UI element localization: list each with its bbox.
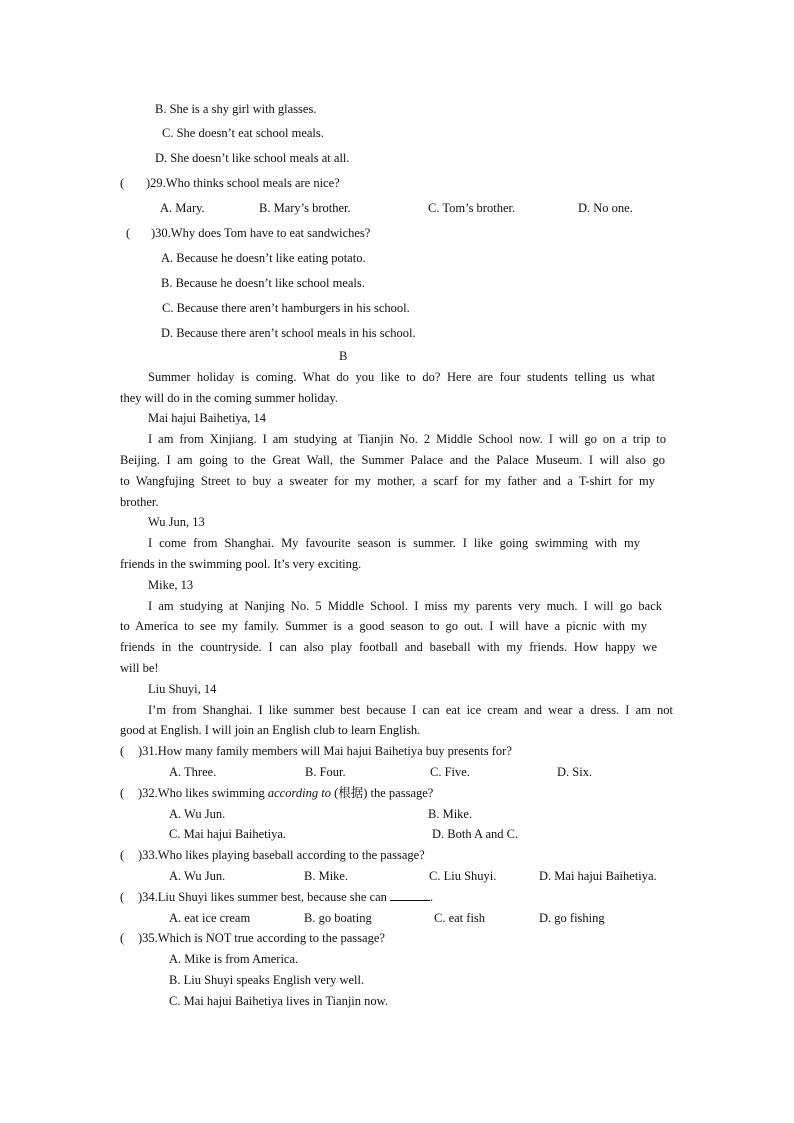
q35-number: )35. xyxy=(138,931,158,945)
q31-number: )31. xyxy=(138,744,158,758)
q30-question: Why does Tom have to eat sandwiches? xyxy=(170,226,371,240)
q30-option-a: A. Because he doesn’t like eating potato. xyxy=(161,251,366,265)
student-1-line: brother. xyxy=(120,495,159,509)
student-3-line: will be! xyxy=(120,661,159,675)
q29-number: )29. xyxy=(146,176,166,190)
q34-option-c: C. eat fish xyxy=(434,911,486,925)
q29-option-c: C. Tom’s brother. xyxy=(428,201,516,215)
q33-stem xyxy=(138,847,425,863)
student-1-line: I am from Xinjiang. I am studying at Tianjin No. 2 Middle School now. I will go on a trip to xyxy=(148,432,666,446)
q32-question-start: Who likes swimming xyxy=(157,786,268,800)
student-2-line: friends in the swimming pool. It’s very exciting. xyxy=(120,557,362,571)
q33-option-a: A. Wu Jun. xyxy=(169,869,226,883)
q35-stem xyxy=(138,930,385,946)
q32-option-c: C. Mai hajui Baihetiya. xyxy=(169,827,286,841)
q30-option-d: D. Because there aren’t school meals in his school. xyxy=(161,326,416,340)
student-4-name: Liu Shuyi, 14 xyxy=(148,682,217,696)
q35-question: Which is NOT true according to the passage? xyxy=(157,931,385,945)
q29-open-bracket: ( xyxy=(120,176,125,190)
q33-option-b: B. Mike. xyxy=(304,869,349,883)
q34-stem xyxy=(138,889,433,905)
q32-open-bracket: ( xyxy=(120,786,125,800)
student-3-line: to America to see my family. Summer is a good season to go out. I will have a picnic with my xyxy=(120,619,647,633)
student-3-line: I am studying at Nanjing No. 5 Middle School. I miss my parents very much. I will go back xyxy=(148,599,662,613)
student-1-line: Beijing. I am going to the Great Wall, the Summer Palace and the Palace Museum. I will also go xyxy=(120,453,665,467)
q34-number: )34. xyxy=(138,890,158,904)
q31-question: How many family members will Mai hajui Baihetiya buy presents for? xyxy=(157,744,512,758)
q32-number: )32. xyxy=(138,786,158,800)
student-2-name: Wu Jun, 13 xyxy=(148,515,205,529)
q28-option-b: B. She is a shy girl with glasses. xyxy=(155,102,317,116)
q28-option-d: D. She doesn’t like school meals at all. xyxy=(155,151,350,165)
q30-stem xyxy=(151,225,370,241)
q31-stem xyxy=(138,743,512,759)
student-3-name: Mike, 13 xyxy=(148,578,194,592)
student-4-line: I’m from Shanghai. I like summer best because I can eat ice cream and wear a dress. I am not xyxy=(148,703,673,717)
q33-option-d: D. Mai hajui Baihetiya. xyxy=(539,869,657,883)
q33-option-c: C. Liu Shuyi. xyxy=(429,869,497,883)
q30-option-b: B. Because he doesn’t like school meals. xyxy=(161,276,365,290)
q31-option-a: A. Three. xyxy=(169,765,217,779)
q32-question-end: (根据) the passage? xyxy=(330,786,434,800)
q30-open-bracket: ( xyxy=(126,226,131,240)
q31-option-d: D. Six. xyxy=(557,765,593,779)
q32-option-d: D. Both A and C. xyxy=(432,827,519,841)
q32-stem xyxy=(138,785,433,801)
answer-blank[interactable] xyxy=(390,889,430,901)
q28-option-c: C. She doesn’t eat school meals. xyxy=(162,126,324,140)
q29-option-d: D. No one. xyxy=(578,201,633,215)
intro-line-1: Summer holiday is coming. What do you like to do? Here are four students telling us what xyxy=(148,370,655,384)
q29-question: Who thinks school meals are nice? xyxy=(165,176,340,190)
q29-option-a: A. Mary. xyxy=(160,201,205,215)
q34-question: Liu Shuyi likes summer best, because she can xyxy=(157,890,387,904)
section-b-heading: B xyxy=(339,349,348,363)
q31-open-bracket: ( xyxy=(120,744,125,758)
q31-option-c: C. Five. xyxy=(430,765,470,779)
q30-number: )30. xyxy=(151,226,171,240)
q31-option-b: B. Four. xyxy=(305,765,346,779)
q35-open-bracket: ( xyxy=(120,931,125,945)
q33-question: Who likes playing baseball according to the passage? xyxy=(157,848,425,862)
student-1-line: to Wangfujing Street to buy a sweater for my mother, a scarf for my father and a T-shirt for my xyxy=(120,474,655,488)
q30-option-c: C. Because there aren’t hamburgers in his school. xyxy=(162,301,410,315)
q34-open-bracket: ( xyxy=(120,890,125,904)
q34-period: . xyxy=(430,890,434,904)
q32-option-b: B. Mike. xyxy=(428,807,473,821)
q34-option-b: B. go boating xyxy=(304,911,372,925)
student-1-name: Mai hajui Baihetiya, 14 xyxy=(148,411,267,425)
q35-option-a: A. Mike is from America. xyxy=(169,952,299,966)
student-2-line: I come from Shanghai. My favourite season is summer. I like going swimming with my xyxy=(148,536,640,550)
q32-option-a: A. Wu Jun. xyxy=(169,807,226,821)
q33-number: )33. xyxy=(138,848,158,862)
q34-option-d: D. go fishing xyxy=(539,911,605,925)
intro-line-2: they will do in the coming summer holiday. xyxy=(120,391,338,405)
q35-option-c: C. Mai hajui Baihetiya lives in Tianjin now. xyxy=(169,994,388,1008)
q33-open-bracket: ( xyxy=(120,848,125,862)
student-4-line: good at English. I will join an English club to learn English. xyxy=(120,723,421,737)
student-3-line: friends in the countryside. I can also play football and baseball with my friends. How happy we xyxy=(120,640,657,654)
q32-question-italic: according to xyxy=(267,786,331,800)
q29-option-b: B. Mary’s brother. xyxy=(259,201,351,215)
q29-stem xyxy=(146,175,340,191)
q34-option-a: A. eat ice cream xyxy=(169,911,251,925)
q35-option-b: B. Liu Shuyi speaks English very well. xyxy=(169,973,365,987)
